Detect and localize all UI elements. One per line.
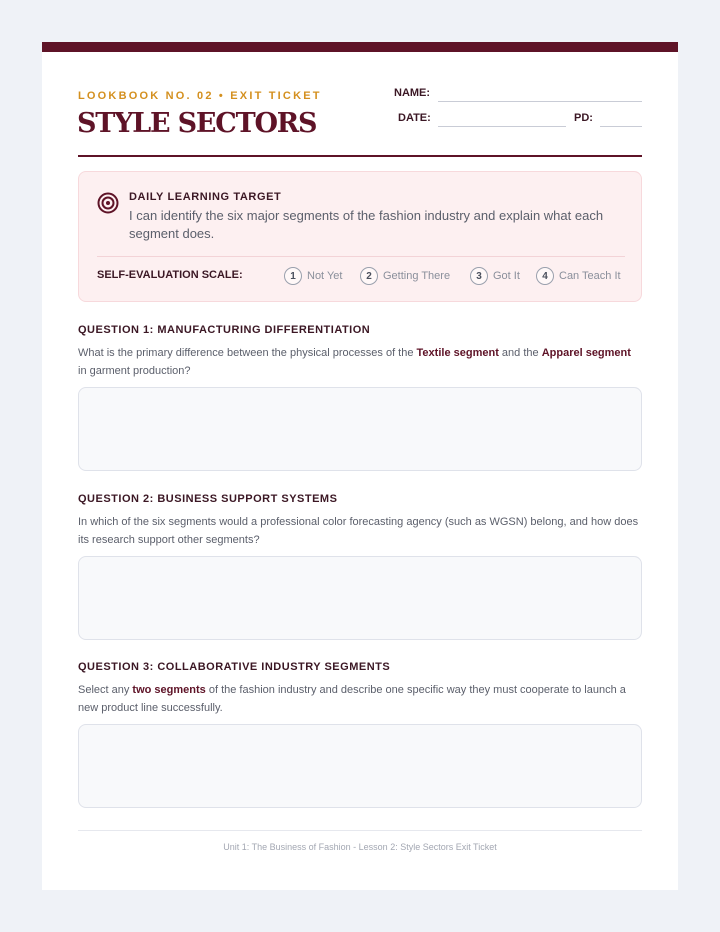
lookbook-kicker: LOOKBOOK NO. 02 • EXIT TICKET xyxy=(78,90,322,102)
page-footer: Unit 1: The Business of Fashion - Lesson 2: Style Sectors Exit Ticket xyxy=(223,842,497,852)
target-text: I can identify the six major segments of the fashion industry and explain what each segment does. xyxy=(129,208,604,241)
question-text-part: and the xyxy=(498,347,542,359)
scale-text: Not Yet xyxy=(307,270,343,282)
question-emphasis: Apparel segment xyxy=(541,347,631,359)
question-text-part: in garment production? xyxy=(78,365,191,377)
scale-number: 2 xyxy=(360,267,378,285)
question-1-answer-box[interactable] xyxy=(78,387,642,471)
question-text-part: of the fashion industry and describe one specific way they must cooperate to launch a new product line successfully. xyxy=(78,684,626,714)
question-1-text xyxy=(78,344,642,380)
scale-number: 1 xyxy=(284,267,302,285)
name-field[interactable] xyxy=(438,101,642,102)
question-1-heading: QUESTION 1: MANUFACTURING DIFFERENTIATION xyxy=(78,324,371,336)
question-3-answer-box[interactable] xyxy=(78,724,642,808)
scale-option-1[interactable] xyxy=(284,266,342,286)
learning-target-box xyxy=(78,171,642,302)
question-3-heading: QUESTION 3: COLLABORATIVE INDUSTRY SEGMENTS xyxy=(78,661,391,673)
scale-number: 3 xyxy=(470,267,488,285)
pd-label: PD: xyxy=(574,112,593,124)
date-field[interactable] xyxy=(438,126,566,127)
pd-field[interactable] xyxy=(600,126,642,127)
question-text-part: What is the primary difference between the physical processes of the xyxy=(78,347,417,359)
footer-divider xyxy=(78,830,642,831)
question-emphasis: two segments xyxy=(132,684,206,696)
target-icon xyxy=(97,192,119,214)
question-2-heading: QUESTION 2: BUSINESS SUPPORT SYSTEMS xyxy=(78,493,338,505)
question-2-answer-box[interactable] xyxy=(78,556,642,640)
scale-text: Got It xyxy=(493,270,520,282)
worksheet-page xyxy=(42,42,678,890)
scale-option-3[interactable] xyxy=(470,266,520,286)
question-3-text xyxy=(78,681,642,717)
question-emphasis: Textile segment xyxy=(416,347,499,359)
header-divider xyxy=(78,155,642,157)
question-2-text xyxy=(78,513,642,549)
scale-text: Can Teach It xyxy=(559,270,621,282)
scale-option-2[interactable] xyxy=(360,266,450,286)
scale-number: 4 xyxy=(536,267,554,285)
self-evaluation-label: SELF-EVALUATION SCALE: xyxy=(97,269,243,281)
question-text-part: Select any xyxy=(78,684,133,696)
date-label: DATE: xyxy=(398,112,431,124)
question-text-part: In which of the six segments would a professional color forecasting agency (such as WGSN) belong, and how does its research support other segments? xyxy=(78,516,639,546)
top-accent-bar xyxy=(42,42,678,52)
scale-option-4[interactable] xyxy=(536,266,621,286)
page-title: STYLE SECTORS xyxy=(77,108,317,139)
target-divider xyxy=(97,256,625,257)
target-heading: DAILY LEARNING TARGET xyxy=(129,191,282,203)
name-label: NAME: xyxy=(394,87,431,99)
scale-text: Getting There xyxy=(383,270,451,282)
